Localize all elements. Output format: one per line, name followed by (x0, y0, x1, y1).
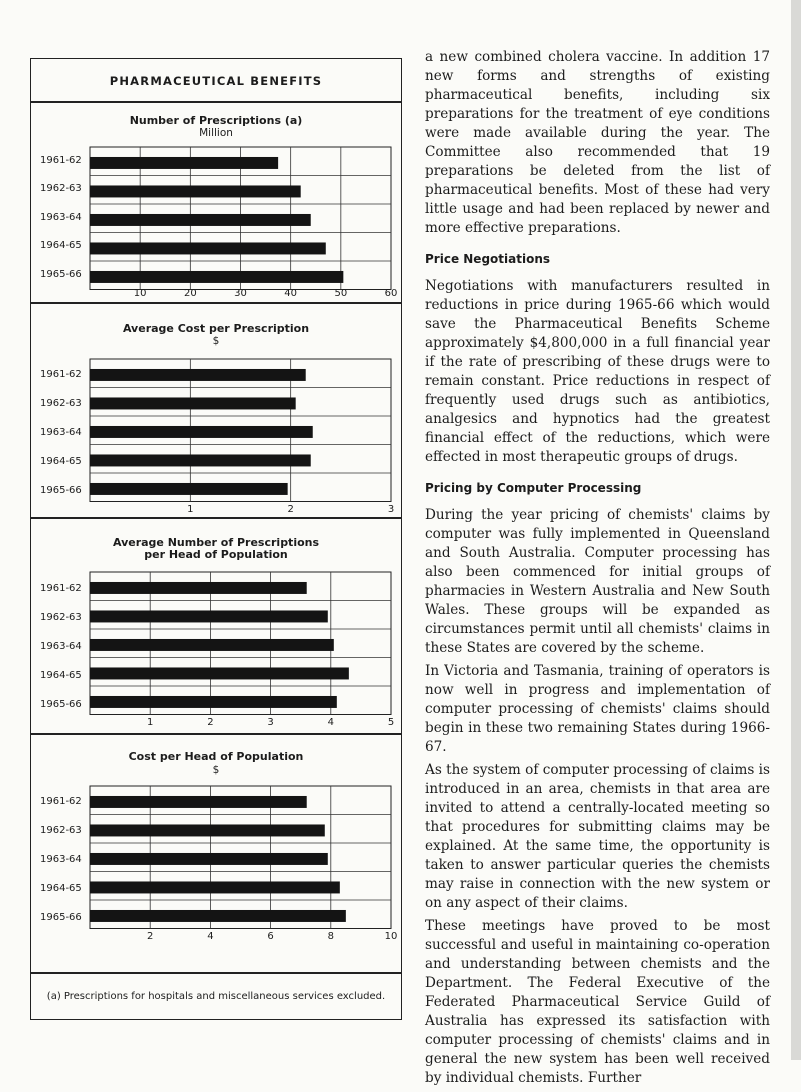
paragraph: In Victoria and Tasmania, training of operators is now well in progress and implementation of computer processing of chemists' claims should begin in these two remaining States during 1966-67. (425, 663, 770, 755)
bar (90, 881, 340, 893)
category-label: 1963-64 (40, 854, 82, 865)
heading-price-negotiations: Price Negotiations (425, 252, 550, 266)
x-tick-label: 10 (133, 288, 147, 299)
x-tick-label: 60 (384, 288, 398, 299)
x-tick-label: 2 (287, 504, 294, 515)
chart2-subtitle: $ (212, 335, 220, 347)
paragraph: During the year pricing of chemists' claims by computer was fully implemented in Queensland and South Australia. Computer processing has also been commenced for initial groups of pharmacies in Western Australia and New South Wales. These groups will be expanded as circumstances permit until all chemists' claims in these States are covered by the scheme. (425, 507, 770, 656)
category-label: 1964-65 (40, 456, 82, 467)
category-label: 1961-62 (40, 583, 82, 594)
category-label: 1965-66 (40, 485, 82, 496)
bar (90, 853, 328, 865)
category-label: 1961-62 (40, 369, 82, 380)
x-tick-label: 1 (187, 504, 194, 515)
x-tick-label: 8 (327, 931, 334, 942)
x-tick-label: 40 (284, 288, 298, 299)
paragraph: As the system of computer processing of claims is introduced in an area, chemists in that area are invited to attend a centrally-located meeting so that procedures for submitting claims may be explained. At the same time, the opportunity is taken to answer particular queries the chemists may raise in connection with the new system or on any aspect of their claims. (425, 762, 770, 911)
x-tick-label: 2 (207, 717, 214, 728)
chart3-title: Average Number of Prescriptions per Head of Population (112, 536, 320, 561)
x-tick-label: 5 (387, 717, 395, 728)
category-label: 1961-62 (40, 155, 82, 166)
chart1-title: Number of Prescriptions (a) (129, 114, 303, 127)
category-label: 1962-63 (40, 612, 82, 623)
category-label: 1963-64 (40, 427, 82, 438)
category-label: 1962-63 (40, 825, 82, 836)
x-tick-label: 3 (387, 504, 395, 515)
paragraph: These meetings have proved to be most successful and useful in maintaining co-operation and understanding between chemists and the Department. The Federal Executive of the Federated Pharmaceutical Service Guild of Australia has expressed its satisfaction with computer processing of chemists' claims and in general the new system has been well received by individual chemists. Further (425, 918, 770, 1086)
x-tick-label: 3 (267, 717, 274, 728)
category-label: 1964-65 (40, 240, 82, 251)
paragraph: Negotiations with manufacturers resulted in reductions in price during 1965-66 which would save the Pharmaceutical Benefits Scheme approximately $4,800,000 in a full financial year if the rate of prescribing of these drugs were to remain constant. Price reductions in respect of frequently used drugs such as antibiotics, analgesics and hypnotics had the greatest financial effect of the reductions, which were effected in most therapeutic groups of drugs. (425, 278, 770, 465)
panel-title: PHARMACEUTICAL BENEFITS (109, 74, 323, 88)
panel-footnote: (a) Prescriptions for hospitals and miscellaneous services excluded. (46, 991, 386, 1002)
category-label: 1961-62 (40, 796, 82, 807)
bar (90, 910, 346, 922)
chart-divider (30, 972, 402, 974)
category-label: 1962-63 (40, 183, 82, 194)
x-tick-label: 4 (327, 717, 334, 728)
heading-pricing-by-computer: Pricing by Computer Processing (425, 481, 642, 495)
x-tick-label: 10 (384, 931, 398, 942)
chart2-title: Average Cost per Prescription (122, 322, 310, 335)
paragraph: a new combined cholera vaccine. In addition 17 new forms and strengths of existing pharmaceutical benefits, including six preparations for the treatment of eye conditions were made available during the year. The Committee also recommended that 19 preparations be deleted from the list of pharmaceutical benefits. Most of these had very little usage and had been replaced by newer and more effective preparations. (425, 49, 770, 236)
x-tick-label: 20 (183, 288, 197, 299)
bar (90, 824, 325, 836)
x-tick-label: 30 (234, 288, 247, 299)
category-label: 1963-64 (40, 212, 82, 223)
x-tick-label: 4 (207, 931, 214, 942)
category-label: 1964-65 (40, 670, 82, 681)
category-label: 1963-64 (40, 641, 82, 652)
chart1-subtitle: Million (199, 127, 233, 139)
x-tick-label: 1 (147, 717, 154, 728)
category-label: 1962-63 (40, 398, 82, 409)
category-label: 1964-65 (40, 883, 82, 894)
category-label: 1965-66 (40, 912, 82, 923)
category-label: 1965-66 (40, 269, 82, 280)
x-tick-label: 50 (334, 288, 348, 299)
x-tick-label: 6 (267, 931, 274, 942)
bar (90, 796, 307, 808)
chart4-subtitle: $ (212, 764, 220, 776)
chart4-title: Cost per Head of Population (128, 750, 304, 763)
category-label: 1965-66 (40, 699, 82, 710)
x-tick-label: 2 (147, 931, 154, 942)
article-text (425, 48, 770, 1092)
